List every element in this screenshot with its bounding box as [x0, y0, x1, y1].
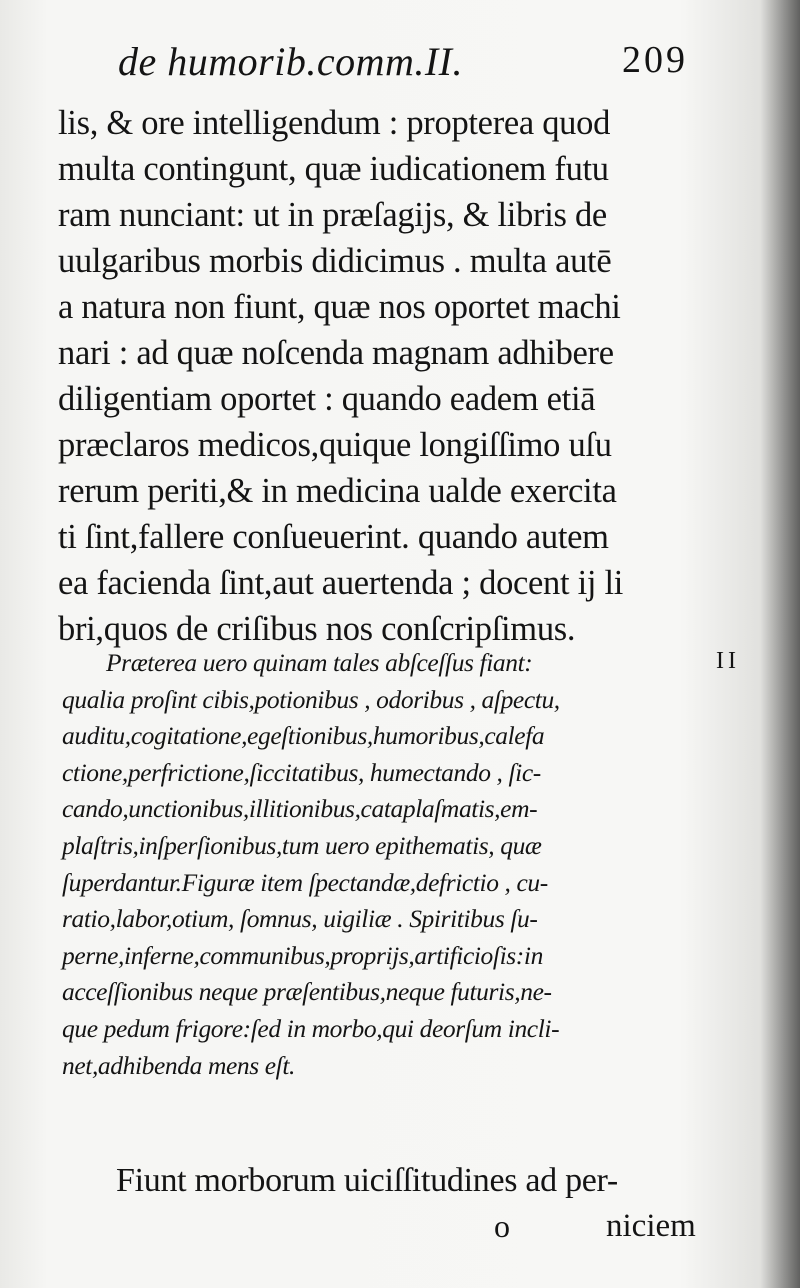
aphorism-line: que pedum frigore:ſed in morbo,qui deorſum incli-: [62, 1013, 560, 1043]
aphorism-line: auditu,cogitatione,egeſtionibus,humoribus,calefa: [62, 721, 545, 751]
aphorism-line: plaſtris,inſperſionibus,tum uero epithematis, quæ: [62, 830, 542, 860]
text-line: ram nunciant: ut in præſagijs, & libris de: [58, 196, 607, 234]
aphorism-line: acceſſionibus neque præſentibus,neque futuris,ne-: [62, 977, 552, 1007]
aphorism-line: ſuperdantur.Figuræ item ſpectandæ,defrictio , cu-: [62, 867, 548, 897]
next-paragraph: Fiunt morborum uiciſſitudines ad per-: [116, 1162, 618, 1199]
aphorism-line: Præterea uero quinam tales abſceſſus fiant:: [106, 648, 533, 677]
text-line: lis, & ore intelligendum : propterea quod: [58, 104, 611, 142]
page-number: 209: [622, 39, 688, 81]
aphorism-number: II: [716, 648, 740, 674]
page-header: [118, 38, 688, 88]
signature-mark: o: [494, 1208, 510, 1244]
aphorism-line: ratio,labor,otium, ſomnus, uigiliæ . Spiritibus ſu-: [62, 904, 538, 934]
text-line: multa contingunt, quæ iudicationem futu: [58, 150, 609, 188]
aphorism-line: perne,inferne,communibus,proprijs,artificioſis:in: [62, 940, 543, 970]
text-line: ea facienda ſint,aut auertenda ; docent ij li: [58, 564, 624, 602]
aphorism-line: cando,unctionibus,illitionibus,cataplaſmatis,em-: [62, 794, 538, 824]
text-line: diligentiam oportet : quando eadem etiā: [58, 380, 596, 418]
aphorism-line: qualia proſint cibis,potionibus , odoribus , aſpectu,: [62, 684, 560, 714]
aphorism-text-block: [62, 645, 702, 1084]
aphorism-line: ctione,perfrictione,ſiccitatibus, humectando , ſic-: [62, 757, 541, 787]
text-line: a natura non fiunt, quæ nos oportet machi: [58, 288, 621, 326]
page-footer: [0, 1208, 800, 1254]
text-line: præclaros medicos,quique longiſſimo uſu: [58, 426, 612, 464]
text-line: ti ſint,fallere conſueuerint. quando autem: [58, 518, 609, 556]
aphorism-line: net,adhibenda mens eſt.: [62, 1050, 296, 1080]
text-line: rerum periti,& in medicina ualde exercita: [58, 472, 617, 510]
text-line: uulgaribus morbis didicimus . multa autē: [58, 242, 612, 280]
text-line: bri,quos de criſibus nos conſcripſimus.: [58, 610, 576, 648]
catchword: niciem: [606, 1208, 696, 1244]
page-gutter-shadow: [760, 0, 800, 1288]
running-head: de humorib.comm.II.: [118, 39, 463, 84]
main-text-block: [58, 100, 710, 652]
text-line: nari : ad quæ noſcenda magnam adhibere: [58, 334, 614, 372]
